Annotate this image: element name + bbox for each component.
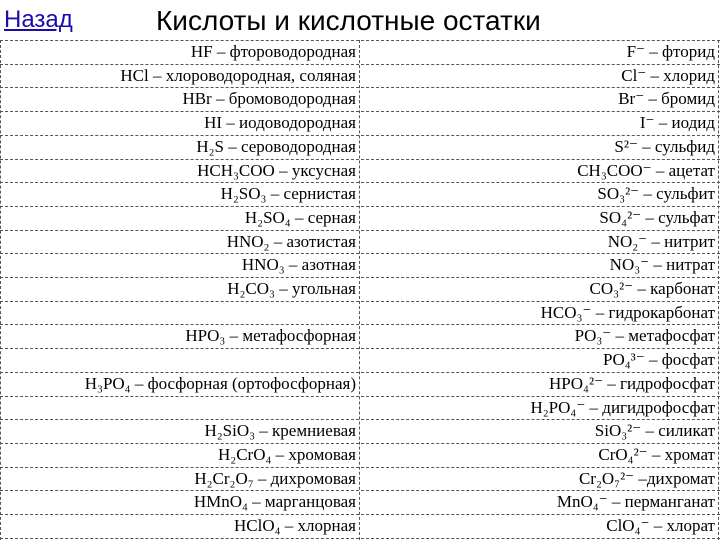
- anion-cell: I⁻ – иодид: [639, 113, 715, 133]
- table-row: [0, 136, 720, 158]
- row-divider: [0, 87, 720, 88]
- row-divider: [0, 372, 720, 373]
- table-row: [0, 207, 720, 229]
- table-row: [0, 278, 720, 300]
- row-divider: [0, 467, 720, 468]
- acid-cell: HCl – хлороводородная, соляная: [120, 65, 356, 85]
- acid-cell: HF – фтороводородная: [190, 42, 356, 61]
- table-row: [0, 302, 720, 324]
- anion-cell: SO₄²⁻ – сульфат: [599, 207, 715, 227]
- acid-cell: HClO₄ – хлорная: [234, 516, 356, 535]
- anion-cell: HPO₄²⁻ – гидрофосфат: [549, 373, 715, 393]
- row-divider: [0, 490, 720, 491]
- anion-cell: HCO₃⁻ – гидрокарбонат: [540, 302, 715, 322]
- acid-cell: HBr – бромоводородная: [182, 89, 356, 109]
- acid-cell: H₂SiO₃ – кремниевая: [204, 421, 356, 441]
- acid-cell: H₂CO₃ – угольная: [227, 279, 356, 298]
- row-divider: [0, 253, 720, 254]
- anion-cell: PO₄³⁻ – фосфат: [603, 350, 715, 370]
- row-divider: [0, 396, 720, 397]
- anion-cell: SiO₃²⁻ – силикат: [594, 421, 715, 441]
- row-divider: [0, 206, 720, 207]
- acid-cell: HCH₃COO – уксусная: [197, 160, 356, 180]
- row-divider: [0, 301, 720, 302]
- row-divider: [0, 230, 720, 231]
- acid-cell: HMnO₄ – марганцовая: [193, 492, 356, 512]
- anion-cell: PO₃⁻ – метафосфат: [574, 326, 715, 346]
- acid-cell: HNO₃ – азотная: [241, 255, 356, 275]
- row-divider: [0, 443, 720, 444]
- anion-cell: S²⁻ – сульфид: [614, 136, 715, 156]
- table-row: [0, 491, 720, 513]
- table-row: [0, 254, 720, 276]
- row-divider: [0, 324, 720, 325]
- anion-cell: H₂PO₄⁻ – дигидрофосфат: [530, 397, 715, 417]
- table-row: [0, 41, 720, 63]
- acid-cell: HI – иодоводородная: [204, 113, 356, 133]
- anion-cell: CH₃COO⁻ – ацетат: [577, 160, 715, 180]
- row-divider: [0, 419, 720, 420]
- row-divider: [0, 64, 720, 65]
- anion-cell: ClO₄⁻ – хлорат: [606, 516, 715, 535]
- table-row: [0, 444, 720, 466]
- table-row: [0, 160, 720, 182]
- anion-cell: SO₃²⁻ – сульфит: [597, 184, 715, 204]
- acid-cell: HPO₃ – метафосфорная: [185, 326, 356, 346]
- table-row: [0, 397, 720, 419]
- table-row: [0, 373, 720, 395]
- acid-cell: H₂SO₃ – сернистая: [220, 184, 356, 204]
- row-divider: [0, 538, 720, 539]
- anion-cell: CrO₄²⁻ – хромат: [598, 444, 715, 464]
- acid-cell: H₂SO₄ – серная: [244, 207, 356, 227]
- acids-table: [0, 40, 720, 540]
- anion-cell: F⁻ – фторид: [626, 42, 715, 61]
- anion-cell: MnO₄⁻ – перманганат: [556, 492, 715, 512]
- table-row: [0, 468, 720, 490]
- anion-cell: Cl⁻ – хлорид: [621, 65, 715, 85]
- acid-cell: H₃PO₄ – фосфорная (ортофосфорная): [84, 373, 356, 393]
- table-row: [0, 183, 720, 205]
- acid-cell: H₂Cr₂O₇ – дихромовая: [194, 468, 356, 488]
- acid-cell: HNO₂ – азотистая: [226, 231, 356, 251]
- acid-cell: H₂CrO₄ – хромовая: [217, 444, 356, 464]
- row-divider: [0, 348, 720, 349]
- table-row: [0, 515, 720, 537]
- table-row: [0, 88, 720, 110]
- anion-cell: Br⁻ – бромид: [618, 89, 715, 109]
- anion-cell: NO₂⁻ – нитрит: [607, 231, 715, 251]
- anion-cell: NO₃⁻ – нитрат: [609, 255, 715, 275]
- back-link[interactable]: Назад: [4, 6, 73, 33]
- acid-cell: H₂S – сероводородная: [196, 136, 356, 156]
- table-row: [0, 325, 720, 347]
- row-divider: [0, 182, 720, 183]
- row-divider: [0, 159, 720, 160]
- table-row: [0, 349, 720, 371]
- table-row: [0, 112, 720, 134]
- table-row: [0, 231, 720, 253]
- table-row: [0, 65, 720, 87]
- row-divider: [0, 514, 720, 515]
- page-title: Кислоты и кислотные остатки: [156, 5, 541, 36]
- anion-cell: Cr₂O₇²⁻ –дихромат: [578, 468, 715, 488]
- row-divider: [0, 111, 720, 112]
- table-row: [0, 420, 720, 442]
- row-divider: [0, 135, 720, 136]
- anion-cell: CO₃²⁻ – карбонат: [589, 279, 715, 298]
- row-divider: [0, 277, 720, 278]
